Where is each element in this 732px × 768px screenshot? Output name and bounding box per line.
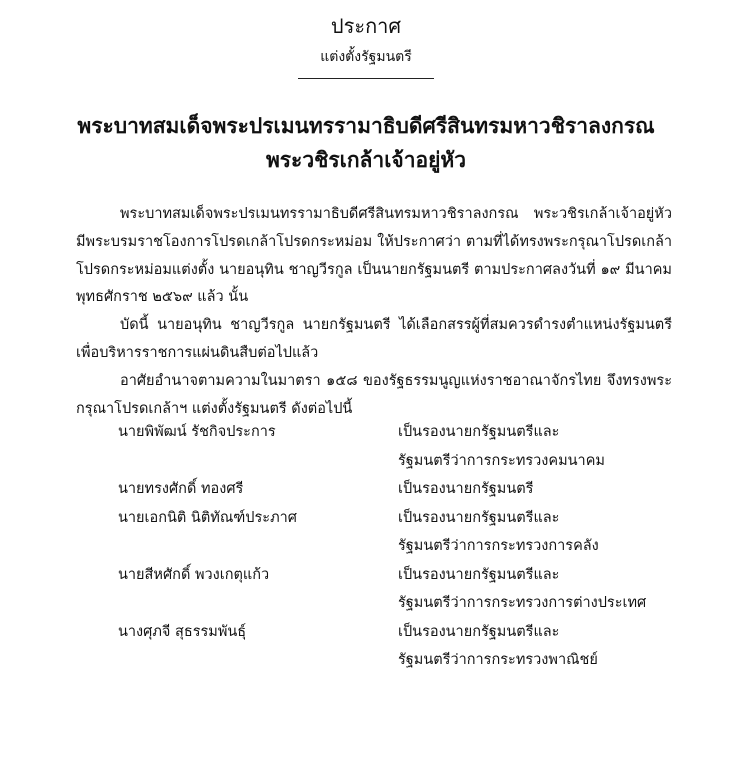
- appointment-row: [118, 589, 646, 618]
- appointee-role: รัฐมนตรีว่าการกระทรวงคมนาคม: [398, 452, 605, 469]
- appointment-row: [118, 418, 646, 447]
- appointee-role: เป็นรองนายกรัฐมนตรีและ: [398, 424, 560, 440]
- heading-line-2: พระวชิรเกล้าเจ้าอยู่หัว: [265, 148, 467, 172]
- appointee-name: นายพิพัฒน์ รัชกิจประการ: [118, 424, 276, 440]
- appointee-role: เป็นรองนายกรัฐมนตรีและ: [398, 509, 560, 526]
- paragraph: บัดนี้ นายอนุทิน ชาญวีรกูล นายกรัฐมนตรี ได้เลือกสรรผู้ที่สมควรดำรงตำแหน่งรัฐมนตรีเพื่อบริหารราชการแผ่นดินสืบต่อไปแล้ว: [76, 317, 672, 361]
- appointee-role: เป็นรองนายกรัฐมนตรี: [398, 481, 534, 497]
- empty-cell: [118, 589, 398, 618]
- appointment-row: [118, 475, 646, 504]
- paragraph: อาศัยอำนาจตามความในมาตรา ๑๕๘ ของรัฐธรรมนูญแห่งราชอาณาจักรไทย จึงทรงพระกรุณาโปรดเกล้าฯ แต่งตั้งรัฐมนตรี ดังต่อไปนี้: [76, 372, 672, 417]
- appointee-name: นางศุภจี สุธรรมพันธุ์: [118, 623, 247, 640]
- document-subtitle: แต่งตั้งรัฐมนตรี: [320, 49, 412, 65]
- appointment-row: [118, 561, 646, 590]
- empty-cell: [118, 532, 398, 561]
- appointment-row: [118, 447, 646, 476]
- appointee-name: นายทรงศักดิ์ ทองศรี: [118, 481, 244, 497]
- appointee-role: รัฐมนตรีว่าการกระทรวงพาณิชย์: [398, 652, 598, 668]
- appointment-row: [118, 532, 646, 561]
- appointee-role: รัฐมนตรีว่าการกระทรวงการคลัง: [398, 538, 599, 554]
- appointee-role: รัฐมนตรีว่าการกระทรวงการต่างประเทศ: [398, 595, 647, 611]
- appointment-list: [118, 418, 646, 675]
- appointee-name: นายสีหศักดิ์ พวงเกตุแก้ว: [118, 566, 270, 583]
- document-body: [76, 201, 672, 423]
- appointment-row: [118, 646, 646, 675]
- appointment-row: [118, 504, 646, 533]
- empty-cell: [118, 447, 398, 476]
- appointee-role: เป็นรองนายกรัฐมนตรีและ: [398, 566, 560, 583]
- document-title: ประกาศ: [330, 14, 402, 38]
- heading-line-1: พระบาทสมเด็จพระปรเมนทรรามาธิบดีศรีสินทรมหาวชิราลงกรณ: [77, 114, 655, 138]
- paragraph: พระบาทสมเด็จพระปรเมนทรรามาธิบดีศรีสินทรมหาวชิราลงกรณ พระวชิรเกล้าเจ้าอยู่หัว มีพระบรมราชโองการโปรดเกล้าโปรดกระหม่อม ให้ประกาศว่า ตามที่ได้ทรงพระกรุณาโปรดเกล้าโปรดกระหม่อมแต่งตั้ง นายอนุทิน ชาญวีรกูล เป็นนายกรัฐมนตรี ตามประกาศลงวันที่ ๑๙ มีนาคม พุทธศักราช ๒๕๖๙ แล้ว นั้น: [76, 206, 672, 306]
- appointee-name: นายเอกนิติ นิติทัณฑ์ประภาศ: [118, 509, 297, 526]
- appointee-role: เป็นรองนายกรัฐมนตรีและ: [398, 623, 560, 640]
- divider: [298, 78, 434, 79]
- empty-cell: [118, 646, 398, 675]
- appointment-row: [118, 618, 646, 647]
